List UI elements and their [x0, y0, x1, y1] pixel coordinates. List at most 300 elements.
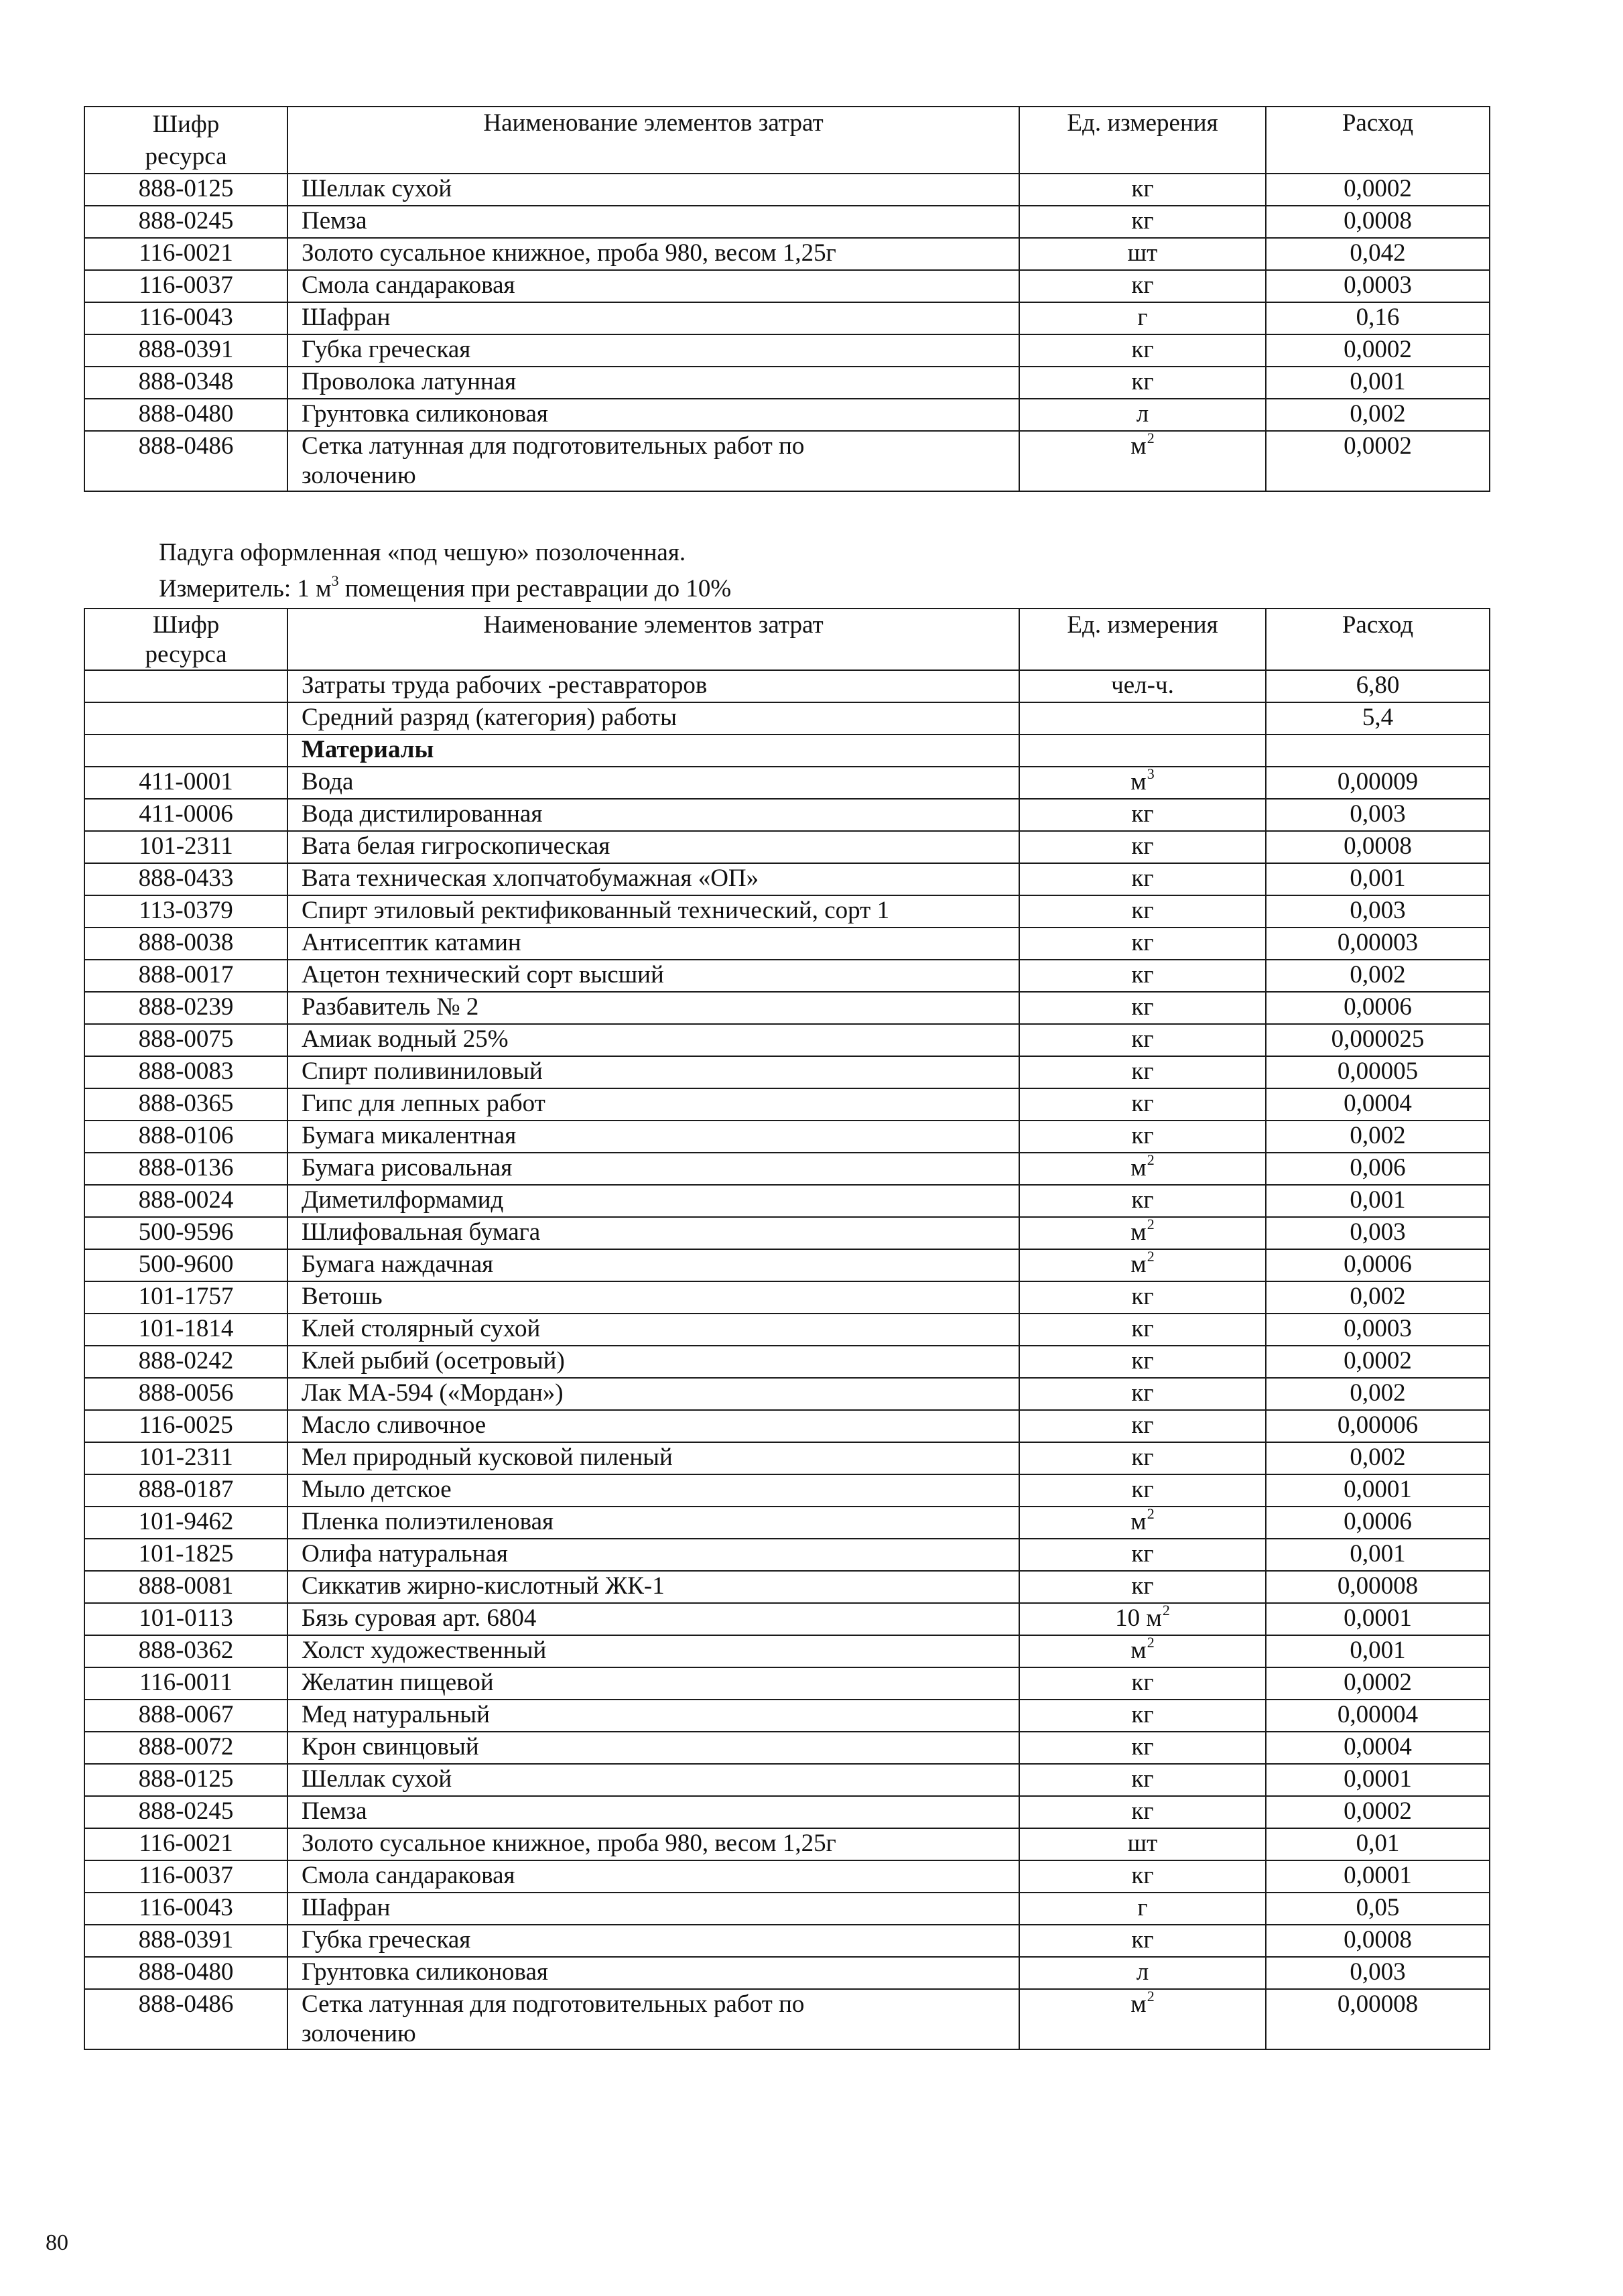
cell-qty: 0,0003 [1266, 1314, 1490, 1346]
table-row [84, 302, 1490, 334]
cell-name [287, 302, 1019, 334]
cell-qty: 0,002 [1266, 399, 1490, 431]
unit-text: кг [1131, 1733, 1154, 1761]
unit-text: кг [1131, 368, 1154, 395]
page-number: 80 [46, 2230, 68, 2255]
cell-code: 888-0433 [84, 863, 287, 895]
cell-code: 888-0125 [84, 1764, 287, 1796]
cell-name [287, 1700, 1019, 1732]
table-row [84, 1507, 1490, 1539]
cell-name [287, 1539, 1019, 1571]
unit-text: 10 м [1115, 1604, 1162, 1632]
table-row [84, 367, 1490, 399]
unit-text: кг [1131, 175, 1154, 202]
table-row [84, 992, 1490, 1024]
cell-qty: 0,0006 [1266, 1249, 1490, 1281]
materials-heading: Материалы [287, 735, 1019, 767]
section-title: Падуга оформленная «под чешую» позолоченная. [159, 539, 686, 566]
table-row [84, 1893, 1490, 1925]
unit-text: кг [1131, 1315, 1154, 1342]
cell-name [287, 1893, 1019, 1925]
table-row [84, 1667, 1490, 1700]
cell-unit [1019, 399, 1266, 431]
cell-qty: 0,042 [1266, 238, 1490, 270]
cell-name [287, 992, 1019, 1024]
cell-name-line1: Спирт поливиниловый [302, 1058, 543, 1085]
cell-unit [1019, 367, 1266, 399]
table-header-row [84, 107, 1490, 174]
cell-name [287, 367, 1019, 399]
cell-qty: 0,05 [1266, 1893, 1490, 1925]
cell-name-line1: Шафран [302, 304, 391, 331]
table-row [84, 1925, 1490, 1957]
column-header-qty: Расход [1266, 107, 1490, 174]
cell-name [287, 1989, 1019, 2049]
cell-qty: 0,00005 [1266, 1056, 1490, 1088]
cell-unit [1019, 1056, 1266, 1088]
cell-qty: 0,00009 [1266, 767, 1490, 799]
cell-name-line1: Клей рыбий (осетровый) [302, 1347, 565, 1375]
cell-name-line1: Бязь суровая арт. 6804 [302, 1604, 537, 1632]
table-row [84, 1828, 1490, 1860]
cell-unit [1019, 1249, 1266, 1281]
cell-code: 888-0024 [84, 1185, 287, 1217]
cell-name-line1: Желатин пищевой [302, 1669, 494, 1696]
cell-name [287, 334, 1019, 367]
unit-text: кг [1131, 897, 1154, 924]
cell-code: 116-0011 [84, 1667, 287, 1700]
cell-qty: 0,0002 [1266, 1667, 1490, 1700]
unit-text: м [1130, 1508, 1147, 1535]
unit-text: м [1130, 1990, 1147, 2018]
cell-name [287, 960, 1019, 992]
cell-code: 888-0245 [84, 206, 287, 238]
cell-unit [1019, 1121, 1266, 1153]
cell-code: 116-0043 [84, 1893, 287, 1925]
cell-unit [1019, 1732, 1266, 1764]
cell-qty: 0,002 [1266, 1442, 1490, 1474]
unit-text: кг [1131, 800, 1154, 828]
section-meter: Измеритель: 1 $м^3$ помещения при реставрации до 10% [159, 572, 732, 602]
table-row [84, 1474, 1490, 1507]
cell-unit [1019, 270, 1266, 302]
table-row [84, 1249, 1490, 1281]
cell-qty: 0,0002 [1266, 1796, 1490, 1828]
cell-unit [1019, 831, 1266, 863]
materials-heading-row [84, 735, 1490, 767]
cell-name [287, 1957, 1019, 1989]
cell-unit [1019, 1989, 1266, 2049]
unit-exponent: 2 [1147, 1505, 1155, 1522]
cell-name-line1: Грунтовка силиконовая [302, 1958, 548, 1986]
cell-qty: 0,003 [1266, 895, 1490, 928]
cell-name [287, 1281, 1019, 1314]
unit-text: м [1130, 768, 1147, 795]
cell-name-line1: Спирт этиловый ректификованный технический, сорт 1 [302, 897, 890, 924]
unit-text: кг [1131, 1797, 1154, 1825]
resource-table-1 [84, 106, 1490, 492]
cell-unit [1019, 206, 1266, 238]
cell-code: 101-1825 [84, 1539, 287, 1571]
cell-code [84, 670, 287, 702]
table-row [84, 1442, 1490, 1474]
cell-name-line1: Разбавитель № 2 [302, 993, 479, 1021]
cell-qty: 0,0001 [1266, 1764, 1490, 1796]
table-1-body [84, 174, 1490, 491]
unit-text: кг [1131, 1411, 1154, 1439]
table-row [84, 334, 1490, 367]
table-row [84, 1764, 1490, 1796]
unit-text: кг [1131, 1540, 1154, 1568]
cell-name [287, 1828, 1019, 1860]
grade-row [84, 702, 1490, 735]
cell-unit: чел-ч. [1019, 670, 1266, 702]
table-row [84, 863, 1490, 895]
unit-exponent: 2 [1147, 1216, 1155, 1232]
cell-name-line1: Сетка латунная для подготовительных работ по [302, 432, 805, 460]
unit-text: кг [1131, 1444, 1154, 1471]
cell-name-line1: Вода дистилированная [302, 800, 543, 828]
cell-name-line2: золочению [302, 462, 416, 489]
cell-name-line1: Сетка латунная для подготовительных работ по [302, 1990, 805, 2018]
cell-code: 888-0480 [84, 1957, 287, 1989]
cell-qty: 0,0002 [1266, 1346, 1490, 1378]
cell-name-line1: Крон свинцовый [302, 1733, 479, 1761]
cell-name [287, 1185, 1019, 1217]
cell-qty: 0,0002 [1266, 334, 1490, 367]
cell-code: 500-9596 [84, 1217, 287, 1249]
unit-text: кг [1131, 1572, 1154, 1600]
cell-name-line1: Вата техническая хлопчатобумажная «ОП» [302, 865, 759, 892]
cell-name-line1: Бумага наждачная [302, 1251, 494, 1278]
cell-qty: 0,002 [1266, 960, 1490, 992]
cell-unit [1019, 702, 1266, 735]
cell-unit [1019, 1378, 1266, 1410]
unit-text: кг [1131, 1025, 1154, 1053]
section-title-block [159, 535, 731, 607]
cell-unit [1019, 1185, 1266, 1217]
cell-name [287, 1378, 1019, 1410]
table-row [84, 1700, 1490, 1732]
cell-unit [1019, 1893, 1266, 1925]
table-row [84, 1121, 1490, 1153]
cell-name-line1: Холст художественный [302, 1637, 547, 1664]
cell-unit [1019, 895, 1266, 928]
cell-name-line1: Амиак водный 25% [302, 1025, 509, 1053]
cell-qty [1266, 735, 1490, 767]
cell-unit [1019, 1667, 1266, 1700]
unit-text: кг [1131, 1701, 1154, 1728]
cell-code: 888-0072 [84, 1732, 287, 1764]
table-row [84, 1635, 1490, 1667]
cell-qty: 0,0008 [1266, 831, 1490, 863]
cell-qty: 0,000025 [1266, 1024, 1490, 1056]
unit-text: кг [1131, 1090, 1154, 1117]
cell-code: 500-9600 [84, 1249, 287, 1281]
cell-unit [1019, 928, 1266, 960]
table-row [84, 1281, 1490, 1314]
cell-qty: 0,0002 [1266, 174, 1490, 206]
cell-code: 888-0362 [84, 1635, 287, 1667]
cell-name-line1: Вода [302, 768, 354, 795]
cell-qty: 0,001 [1266, 367, 1490, 399]
cell-code: 888-0348 [84, 367, 287, 399]
cell-name-line1: Пемза [302, 1797, 367, 1825]
cell-name [287, 399, 1019, 431]
unit-text: кг [1131, 1347, 1154, 1375]
cell-code: 411-0001 [84, 767, 287, 799]
cell-unit [1019, 1700, 1266, 1732]
cell-name-line1: Вата белая гигроскопическая [302, 832, 610, 860]
cell-code: 888-0056 [84, 1378, 287, 1410]
cell-unit [1019, 1024, 1266, 1056]
cell-qty: 6,80 [1266, 670, 1490, 702]
unit-exponent: 2 [1162, 1602, 1170, 1618]
cell-code: 888-0081 [84, 1571, 287, 1603]
cell-qty: 0,003 [1266, 1217, 1490, 1249]
cell-name [287, 1024, 1019, 1056]
cell-qty: 0,002 [1266, 1378, 1490, 1410]
cell-code: 888-0486 [84, 431, 287, 491]
table-row [84, 895, 1490, 928]
cell-name [287, 1410, 1019, 1442]
cell-qty: 0,002 [1266, 1121, 1490, 1153]
cell-qty: 0,0008 [1266, 1925, 1490, 1957]
cell-qty: 0,003 [1266, 799, 1490, 831]
unit-text: шт [1127, 239, 1158, 267]
table-row [84, 174, 1490, 206]
cell-name-line1: Бумага микалентная [302, 1122, 517, 1149]
cell-name [287, 1732, 1019, 1764]
table-row [84, 206, 1490, 238]
cell-unit [1019, 735, 1266, 767]
cell-name [287, 1925, 1019, 1957]
cell-name-line1: Шеллак сухой [302, 1765, 452, 1793]
cell-qty: 0,002 [1266, 1281, 1490, 1314]
cell-unit [1019, 1281, 1266, 1314]
cell-name: Средний разряд (категория) работы [287, 702, 1019, 735]
cell-name-line1: Масло сливочное [302, 1411, 486, 1439]
cell-name-line2: золочению [302, 2020, 416, 2047]
cell-qty: 0,001 [1266, 863, 1490, 895]
table-row [84, 1024, 1490, 1056]
cell-name-line1: Ацетон технический сорт высший [302, 961, 664, 988]
cell-qty: 0,16 [1266, 302, 1490, 334]
cell-qty: 0,0006 [1266, 1507, 1490, 1539]
table-row [84, 1860, 1490, 1893]
table-row [84, 1989, 1490, 2049]
cell-unit [1019, 1346, 1266, 1378]
table-row [84, 1603, 1490, 1635]
cell-unit [1019, 1088, 1266, 1121]
unit-text: кг [1131, 1283, 1154, 1310]
table-row [84, 1957, 1490, 1989]
cell-unit [1019, 1925, 1266, 1957]
cell-unit [1019, 1442, 1266, 1474]
cell-qty: 0,0006 [1266, 992, 1490, 1024]
table-row [84, 399, 1490, 431]
resource-table-2 [84, 608, 1490, 2050]
cell-unit [1019, 1957, 1266, 1989]
cell-name [287, 270, 1019, 302]
cell-qty: 0,001 [1266, 1635, 1490, 1667]
cell-unit [1019, 1153, 1266, 1185]
labor-row [84, 670, 1490, 702]
cell-name [287, 799, 1019, 831]
cell-code: 116-0037 [84, 1860, 287, 1893]
cell-name-line1: Грунтовка силиконовая [302, 400, 548, 428]
table-row [84, 1153, 1490, 1185]
cell-unit [1019, 1539, 1266, 1571]
cell-unit [1019, 1635, 1266, 1667]
cell-name [287, 1603, 1019, 1635]
cell-code: 888-0187 [84, 1474, 287, 1507]
cell-name [287, 1860, 1019, 1893]
unit-text: кг [1131, 961, 1154, 988]
unit-text: м [1130, 1218, 1147, 1246]
cell-name-line1: Клей столярный сухой [302, 1315, 541, 1342]
column-header-unit: Ед. измерения [1019, 107, 1266, 174]
cell-name [287, 1056, 1019, 1088]
cell-code: 888-0391 [84, 334, 287, 367]
unit-text: кг [1131, 1186, 1154, 1214]
cell-name [287, 1121, 1019, 1153]
cell-qty: 0,00004 [1266, 1700, 1490, 1732]
cell-code: 101-1757 [84, 1281, 287, 1314]
unit-exponent: 2 [1147, 430, 1155, 446]
cell-code: 116-0037 [84, 270, 287, 302]
cell-code: 888-0486 [84, 1989, 287, 2049]
cell-code: 116-0025 [84, 1410, 287, 1442]
cell-code: 101-9462 [84, 1507, 287, 1539]
cell-code: 888-0391 [84, 1925, 287, 1957]
cell-name-line1: Пемза [302, 207, 367, 235]
cell-unit [1019, 334, 1266, 367]
cell-qty: 5,4 [1266, 702, 1490, 735]
unit-text: кг [1131, 207, 1154, 235]
table-row [84, 1314, 1490, 1346]
cell-unit [1019, 1410, 1266, 1442]
cell-name-line1: Ветошь [302, 1283, 383, 1310]
cell-name-line1: Шеллак сухой [302, 175, 452, 202]
cell-name [287, 1507, 1019, 1539]
table-row [84, 1571, 1490, 1603]
cell-name [287, 206, 1019, 238]
cell-code: 888-0480 [84, 399, 287, 431]
cell-name [287, 1796, 1019, 1828]
unit-exponent: 3 [1147, 765, 1155, 782]
table-row [84, 767, 1490, 799]
unit-text: м [1130, 1154, 1147, 1182]
cell-name-line1: Олифа натуральная [302, 1540, 508, 1568]
unit-exponent: 2 [1147, 1151, 1155, 1168]
unit-exponent: 2 [1147, 1988, 1155, 2004]
cell-name-line1: Золото сусальное книжное, проба 980, весом 1,25г [302, 239, 836, 267]
cell-unit [1019, 1603, 1266, 1635]
cell-qty: 0,006 [1266, 1153, 1490, 1185]
cell-qty: 0,01 [1266, 1828, 1490, 1860]
cell-qty: 0,00008 [1266, 1989, 1490, 2049]
cell-unit [1019, 1764, 1266, 1796]
cell-name-line1: Шафран [302, 1894, 391, 1921]
cell-unit [1019, 960, 1266, 992]
cell-name [287, 1635, 1019, 1667]
cell-qty: 0,0004 [1266, 1088, 1490, 1121]
cell-name-line1: Пленка полиэтиленовая [302, 1508, 554, 1535]
unit-text: м [1130, 1637, 1147, 1664]
cell-name [287, 863, 1019, 895]
unit-text: шт [1127, 1830, 1158, 1857]
cell-unit [1019, 1217, 1266, 1249]
cell-code [84, 735, 287, 767]
unit-text: кг [1131, 1122, 1154, 1149]
cell-qty: 0,0002 [1266, 431, 1490, 491]
unit-text: г [1137, 1894, 1148, 1921]
unit-exponent: 2 [1147, 1248, 1155, 1265]
cell-code: 888-0245 [84, 1796, 287, 1828]
table-2-body [84, 670, 1490, 2049]
cell-name [287, 1346, 1019, 1378]
cell-qty: 0,00006 [1266, 1410, 1490, 1442]
table-row [84, 1796, 1490, 1828]
cell-unit [1019, 1571, 1266, 1603]
cell-qty: 0,00003 [1266, 928, 1490, 960]
cell-name [287, 1088, 1019, 1121]
cell-name-line1: Сиккатив жирно-кислотный ЖК-1 [302, 1572, 665, 1600]
cell-qty: 0,0001 [1266, 1603, 1490, 1635]
cell-qty: 0,00008 [1266, 1571, 1490, 1603]
table-row [84, 1410, 1490, 1442]
unit-text: кг [1131, 1862, 1154, 1889]
cell-name-line1: Смола сандараковая [302, 1862, 515, 1889]
cell-code: 888-0083 [84, 1056, 287, 1088]
cell-code [84, 702, 287, 735]
cell-name [287, 1314, 1019, 1346]
unit-text: кг [1131, 1476, 1154, 1503]
column-header-unit: Ед. измерения [1019, 609, 1266, 670]
unit-text: кг [1131, 865, 1154, 892]
cell-code: 101-2311 [84, 831, 287, 863]
unit-text: кг [1131, 1765, 1154, 1793]
table-row [84, 1539, 1490, 1571]
table-row [84, 238, 1490, 270]
cell-name-line1: Мыло детское [302, 1476, 452, 1503]
cell-name [287, 431, 1019, 491]
cell-name: Затраты труда рабочих -реставраторов [287, 670, 1019, 702]
cell-code: 101-2311 [84, 1442, 287, 1474]
unit-text: м [1130, 1251, 1147, 1278]
unit-text: кг [1131, 1058, 1154, 1085]
unit-text: кг [1131, 1379, 1154, 1407]
cell-unit [1019, 238, 1266, 270]
cell-name [287, 928, 1019, 960]
cell-name [287, 1249, 1019, 1281]
cell-qty: 0,001 [1266, 1539, 1490, 1571]
cell-name-line1: Бумага рисовальная [302, 1154, 513, 1182]
cell-code: 888-0239 [84, 992, 287, 1024]
cell-name [287, 1764, 1019, 1796]
cell-qty: 0,0008 [1266, 206, 1490, 238]
table-row [84, 1732, 1490, 1764]
cell-unit [1019, 1474, 1266, 1507]
table-row [84, 928, 1490, 960]
cell-unit [1019, 302, 1266, 334]
cell-code: 888-0075 [84, 1024, 287, 1056]
cell-name [287, 174, 1019, 206]
cell-qty: 0,0001 [1266, 1860, 1490, 1893]
cell-name [287, 767, 1019, 799]
cell-name [287, 895, 1019, 928]
